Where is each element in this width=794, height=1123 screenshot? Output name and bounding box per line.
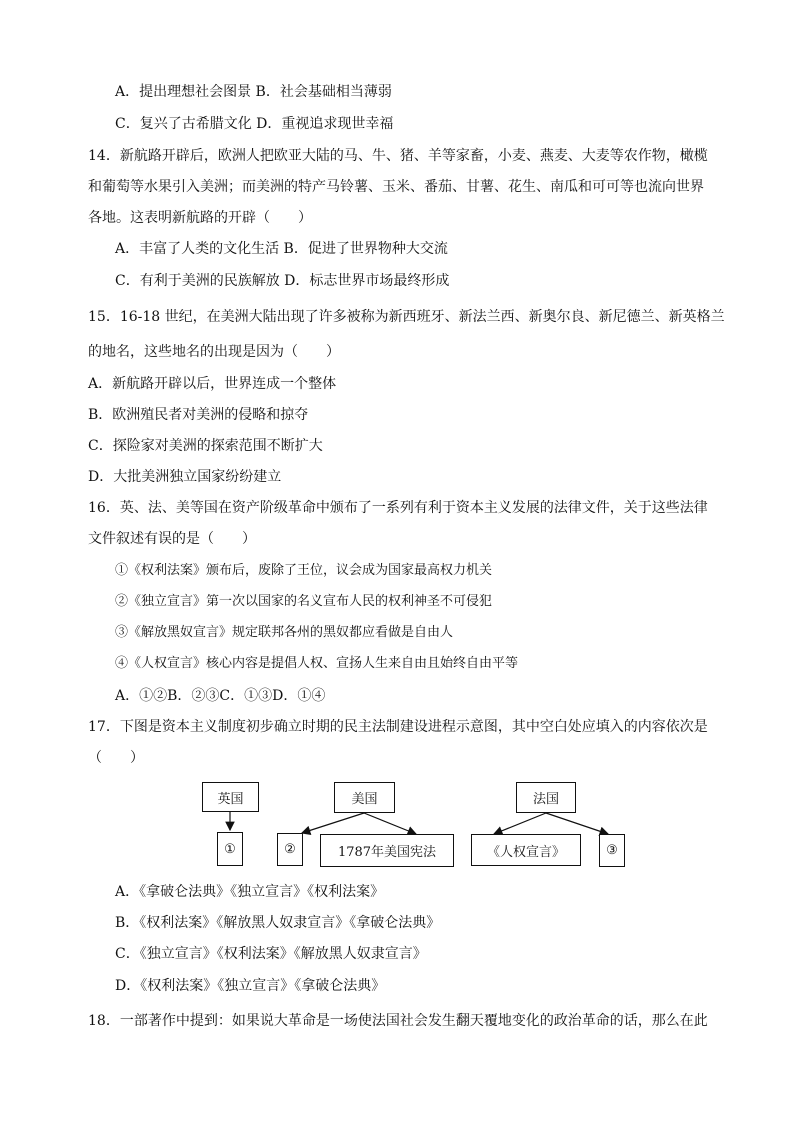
q17-option-b: B．《权利法案》《解放黑人奴隶宣言》《拿破仑法典》: [115, 915, 441, 931]
arrow-france-to-declaration: [494, 813, 546, 834]
q16-item-1: ①《权利法案》颁布后，废除了王位，议会成为国家最高权力机关: [115, 563, 493, 578]
q17-stem-line2: （ ）: [88, 750, 144, 766]
q16-item-2: ②《独立宣言》第一次以国家的名义宣布人民的权利神圣不可侵犯: [115, 594, 493, 609]
box-usa: 美国: [334, 782, 395, 813]
q17-stem-line1: 17．下图是资本主义制度初步确立时期的民主法制建设进程示意图，其中空白处应填入的内容依次是: [88, 719, 708, 735]
q18-stem-line1: 18．一部著作中提到：如果说大革命是一场使法国社会发生翻天覆地变化的政治革命的话，那么在此: [88, 1013, 708, 1029]
q13-option-cd: C．复兴了古希腊文化 D．重视追求现世幸福: [115, 116, 394, 132]
q17-option-c: C．《独立宣言》《权利法案》《解放黑人奴隶宣言》: [115, 946, 427, 962]
box-blank-3: ③: [599, 834, 625, 867]
q14-stem-line2: 和葡萄等水果引入美洲；而美洲的特产马铃薯、玉米、番茄、甘薯、花生、南瓜和可可等也流向世界: [88, 179, 704, 195]
q14-option-ab: A．丰富了人类的文化生活 B．促进了世界物种大交流: [115, 241, 448, 257]
q14-stem-line1: 14．新航路开辟后，欧洲人把欧亚大陆的马、牛、猪、羊等家畜，小麦、燕麦、大麦等农作物，橄榄: [88, 148, 708, 164]
q16-item-3: ③《解放黑奴宣言》规定联邦各州的黑奴都应看做是自由人: [115, 625, 454, 640]
q17-option-a: A．《拿破仑法典》《独立宣言》《权利法案》: [115, 884, 385, 900]
box-blank-1: ①: [217, 832, 243, 866]
q15-option-d: D．大批美洲独立国家纷纷建立: [88, 469, 282, 485]
q14-option-cd: C．有利于美洲的民族解放 D．标志世界市场最终形成: [115, 273, 450, 289]
q17-option-d: D．《权利法案》《独立宣言》《拿破仑法典》: [115, 978, 386, 994]
q16-item-4: ④《人权宣言》核心内容是提倡人权、宣扬人生来自由且始终自由平等: [115, 656, 519, 671]
q16-stem-line1: 16．英、法、美等国在资产阶级革命中颁布了一系列有利于资本主义发展的法律文件，关于这些法律: [88, 500, 708, 516]
q13-option-ab: A．提出理想社会图景 B．社会基础相当薄弱: [115, 84, 392, 100]
q15-stem-line1: 15．16-18 世纪，在美洲大陆出现了许多被称为新西班牙、新法兰西、新奥尔良、新尼德兰、新英格兰: [88, 309, 725, 325]
box-blank-2: ②: [277, 833, 303, 866]
box-france: 法国: [516, 782, 576, 813]
q15-option-b: B．欧洲殖民者对美洲的侵略和掠夺: [88, 407, 309, 423]
arrow-france-to-blank3: [546, 813, 608, 834]
box-england: 英国: [202, 782, 259, 812]
q16-stem-line2: 文件叙述有误的是（ ）: [88, 531, 256, 547]
q15-stem-line2: 的地名，这些地名的出现是因为（ ）: [88, 344, 340, 360]
box-declaration-rights: 《人权宣言》: [471, 834, 581, 866]
q15-option-a: A．新航路开辟以后，世界连成一个整体: [88, 376, 337, 392]
arrow-usa-to-blank2: [302, 813, 364, 833]
q16-options: A．①②B．②③C．①③D．①④: [115, 688, 326, 704]
q15-option-c: C．探险家对美洲的探索范围不断扩大: [88, 438, 323, 454]
arrow-usa-to-constitution: [364, 813, 416, 834]
box-constitution-1787: 1787年美国宪法: [320, 834, 454, 867]
q14-stem-line3: 各地。这表明新航路的开辟（ ）: [88, 210, 312, 226]
